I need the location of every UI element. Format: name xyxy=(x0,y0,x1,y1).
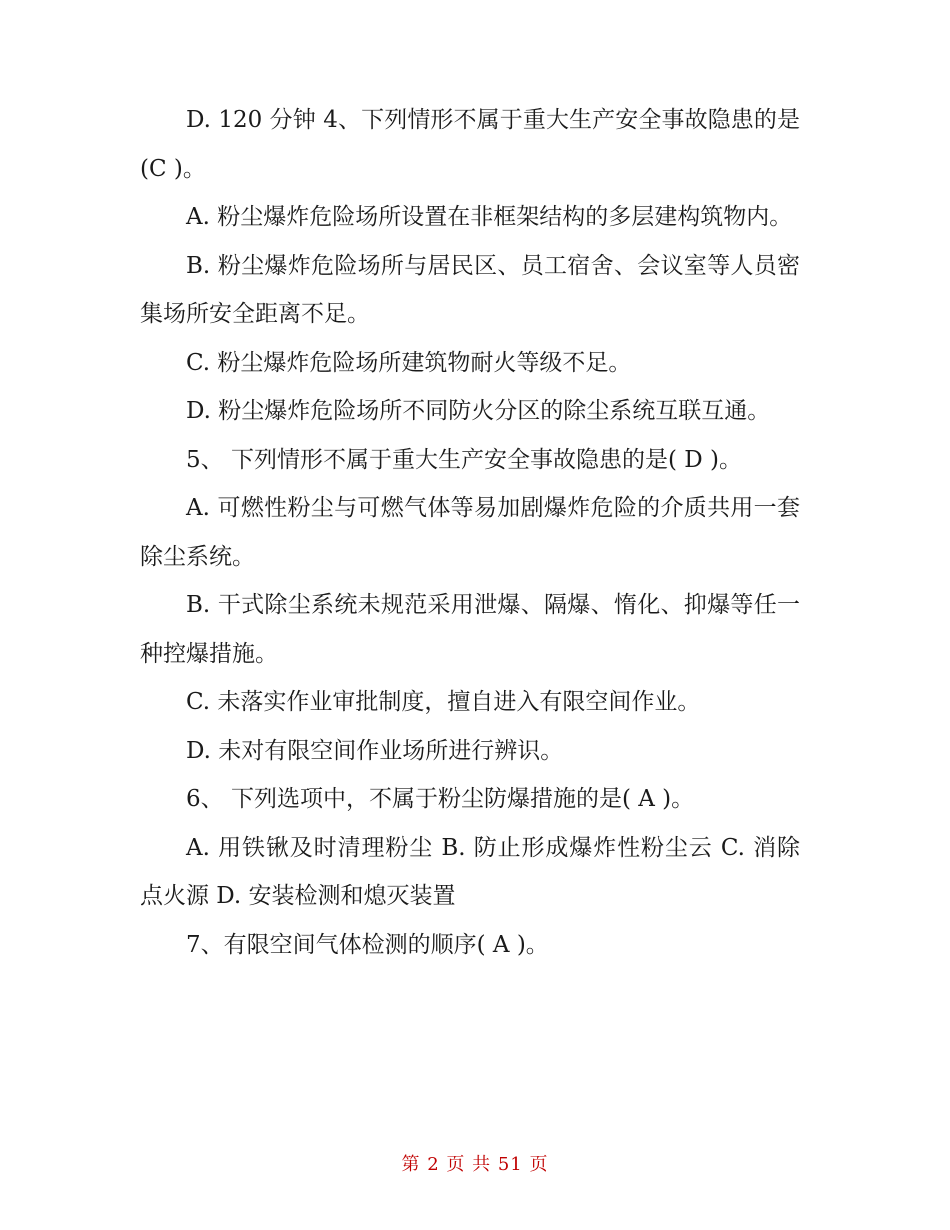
paragraph-q4-option-a: A. 粉尘爆炸危险场所设置在非框架结构的多层建构筑物内。 xyxy=(186,204,793,230)
paragraph-q4-option-c: C. 粉尘爆炸危险场所建筑物耐火等级不足。 xyxy=(186,349,632,376)
paragraph-q5-option-c: C. 未落实作业审批制度，擅自进入有限空间作业。 xyxy=(186,689,701,715)
paragraph-q6-options: A. 用铁锹及时清理粉尘 B. 防止形成爆炸性粉尘云 C. 消除点火源 D. 安装检测和熄灭装置 xyxy=(140,834,800,909)
paragraph-q4: D. 120 分钟 4、下列情形不属于重大生产安全事故隐患的是(C )。 xyxy=(140,107,800,182)
paragraph-q5-option-a: A. 可燃性粉尘与可燃气体等易加剧爆炸危险的介质共用一套除尘系统。 xyxy=(140,495,800,570)
paragraph-q5: 5、 下列情形不属于重大生产安全事故隐患的是( D )。 xyxy=(186,446,742,473)
paragraph-q6: 6、 下列选项中，不属于粉尘防爆措施的是( A )。 xyxy=(186,786,695,812)
paragraph-q5-option-b: B. 干式除尘系统未规范采用泄爆、隔爆、惰化、抑爆等任一种控爆措施。 xyxy=(140,592,800,667)
page-footer: 第 2 页 共 51 页 xyxy=(401,1154,549,1175)
paragraph-q5-option-d: D. 未对有限空间作业场所进行辨识。 xyxy=(186,737,564,764)
document-body xyxy=(140,96,800,969)
paragraph-q7: 7、有限空间气体检测的顺序( A )。 xyxy=(186,931,549,958)
paragraph-q4-option-d: D. 粉尘爆炸危险场所不同防火分区的除尘系统互联互通。 xyxy=(186,398,771,424)
paragraph-q4-option-b: B. 粉尘爆炸危险场所与居民区、员工宿舍、会议室等人员密集场所安全距离不足。 xyxy=(140,252,800,327)
